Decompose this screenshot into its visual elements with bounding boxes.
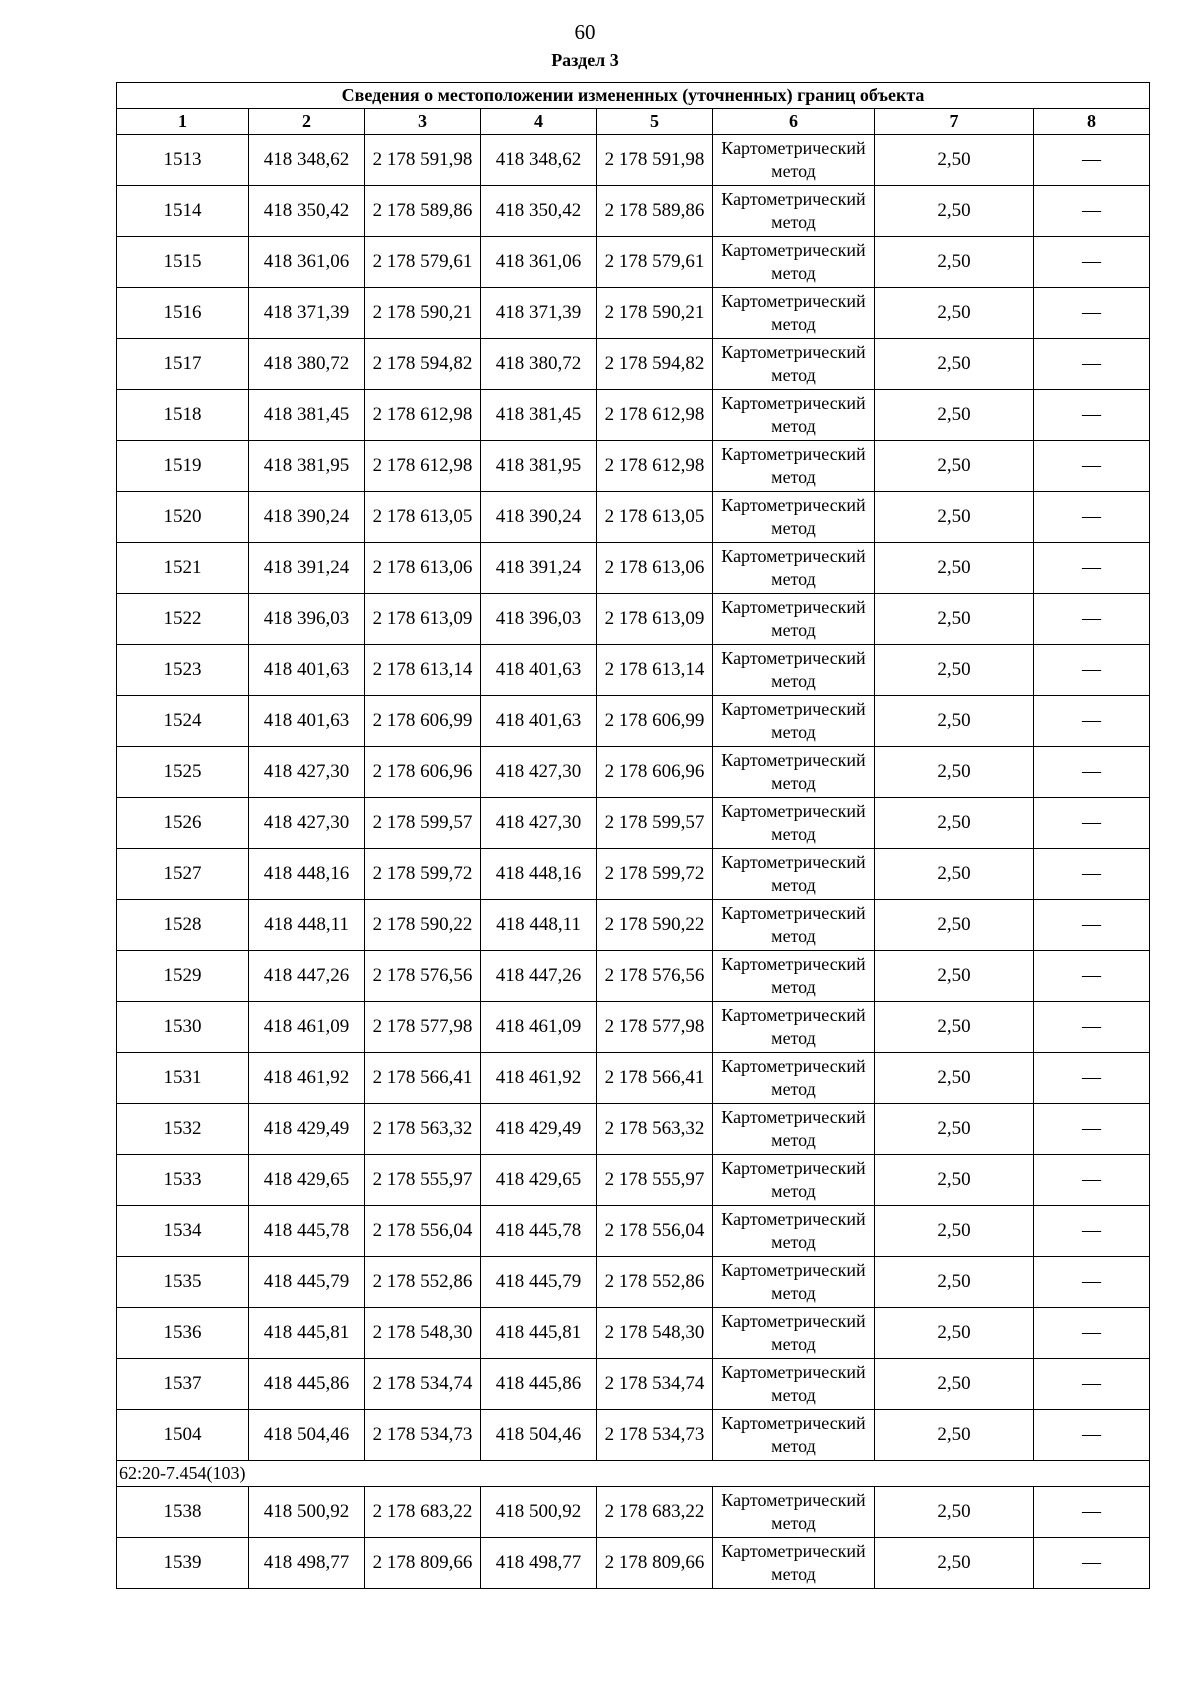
method-cell: Картометрический метод <box>713 186 875 237</box>
table-row <box>117 798 1150 849</box>
point-number-cell: 1519 <box>117 441 249 492</box>
x-new-cell: 418 445,81 <box>481 1308 597 1359</box>
accuracy-cell: 2,50 <box>875 1104 1034 1155</box>
y-old-cell: 2 178 613,06 <box>365 543 481 594</box>
y-new-cell: 2 178 566,41 <box>597 1053 713 1104</box>
point-number-cell: 1531 <box>117 1053 249 1104</box>
table-row <box>117 900 1150 951</box>
accuracy-cell: 2,50 <box>875 1206 1034 1257</box>
x-new-cell: 418 427,30 <box>481 798 597 849</box>
x-old-cell: 418 427,30 <box>249 798 365 849</box>
accuracy-cell: 2,50 <box>875 543 1034 594</box>
y-old-cell: 2 178 566,41 <box>365 1053 481 1104</box>
accuracy-cell: 2,50 <box>875 135 1034 186</box>
x-old-cell: 418 461,92 <box>249 1053 365 1104</box>
x-new-cell: 418 401,63 <box>481 696 597 747</box>
accuracy-cell: 2,50 <box>875 951 1034 1002</box>
x-new-cell: 418 448,11 <box>481 900 597 951</box>
table-row <box>117 645 1150 696</box>
x-new-cell: 418 445,78 <box>481 1206 597 1257</box>
x-new-cell: 418 380,72 <box>481 339 597 390</box>
y-new-cell: 2 178 591,98 <box>597 135 713 186</box>
x-new-cell: 418 396,03 <box>481 594 597 645</box>
description-cell: — <box>1034 951 1150 1002</box>
accuracy-cell: 2,50 <box>875 441 1034 492</box>
table-row <box>117 492 1150 543</box>
description-cell: — <box>1034 1308 1150 1359</box>
accuracy-cell: 2,50 <box>875 1053 1034 1104</box>
x-old-cell: 418 427,30 <box>249 747 365 798</box>
description-cell: — <box>1034 1053 1150 1104</box>
y-new-cell: 2 178 555,97 <box>597 1155 713 1206</box>
point-number-cell: 1527 <box>117 849 249 900</box>
column-number-row <box>117 109 1150 135</box>
x-new-cell: 418 461,09 <box>481 1002 597 1053</box>
y-old-cell: 2 178 589,86 <box>365 186 481 237</box>
y-old-cell: 2 178 613,09 <box>365 594 481 645</box>
x-old-cell: 418 381,95 <box>249 441 365 492</box>
description-cell: — <box>1034 135 1150 186</box>
point-number-cell: 1523 <box>117 645 249 696</box>
x-old-cell: 418 504,46 <box>249 1410 365 1461</box>
y-old-cell: 2 178 577,98 <box>365 1002 481 1053</box>
description-cell: — <box>1034 390 1150 441</box>
y-old-cell: 2 178 576,56 <box>365 951 481 1002</box>
description-cell: — <box>1034 645 1150 696</box>
accuracy-cell: 2,50 <box>875 1359 1034 1410</box>
y-old-cell: 2 178 613,14 <box>365 645 481 696</box>
y-new-cell: 2 178 579,61 <box>597 237 713 288</box>
method-cell: Картометрический метод <box>713 390 875 441</box>
accuracy-cell: 2,50 <box>875 798 1034 849</box>
description-cell: — <box>1034 339 1150 390</box>
x-old-cell: 418 445,78 <box>249 1206 365 1257</box>
table-row <box>117 1002 1150 1053</box>
x-old-cell: 418 429,65 <box>249 1155 365 1206</box>
x-old-cell: 418 350,42 <box>249 186 365 237</box>
column-number: 5 <box>597 109 713 135</box>
method-cell: Картометрический метод <box>713 1410 875 1461</box>
description-cell: — <box>1034 696 1150 747</box>
y-new-cell: 2 178 589,86 <box>597 186 713 237</box>
table-row <box>117 1487 1150 1538</box>
x-new-cell: 418 461,92 <box>481 1053 597 1104</box>
x-new-cell: 418 445,79 <box>481 1257 597 1308</box>
table-row <box>117 186 1150 237</box>
method-cell: Картометрический метод <box>713 951 875 1002</box>
description-cell: — <box>1034 1104 1150 1155</box>
method-cell: Картометрический метод <box>713 288 875 339</box>
section-title: Раздел 3 <box>551 50 619 70</box>
description-cell: — <box>1034 849 1150 900</box>
y-new-cell: 2 178 612,98 <box>597 441 713 492</box>
x-old-cell: 418 391,24 <box>249 543 365 594</box>
y-new-cell: 2 178 613,06 <box>597 543 713 594</box>
x-new-cell: 418 448,16 <box>481 849 597 900</box>
accuracy-cell: 2,50 <box>875 339 1034 390</box>
column-number: 3 <box>365 109 481 135</box>
table-caption: Сведения о местоположении измененных (уточненных) границ объекта <box>117 83 1150 109</box>
x-old-cell: 418 445,81 <box>249 1308 365 1359</box>
column-number: 7 <box>875 109 1034 135</box>
method-cell: Картометрический метод <box>713 492 875 543</box>
x-old-cell: 418 498,77 <box>249 1538 365 1589</box>
x-new-cell: 418 500,92 <box>481 1487 597 1538</box>
accuracy-cell: 2,50 <box>875 1257 1034 1308</box>
method-cell: Картометрический метод <box>713 645 875 696</box>
table-row <box>117 390 1150 441</box>
accuracy-cell: 2,50 <box>875 1487 1034 1538</box>
y-old-cell: 2 178 809,66 <box>365 1538 481 1589</box>
y-new-cell: 2 178 606,99 <box>597 696 713 747</box>
point-number-cell: 1535 <box>117 1257 249 1308</box>
parcel-group-label: 62:20-7.454(103) <box>117 1461 1150 1487</box>
x-old-cell: 418 371,39 <box>249 288 365 339</box>
description-cell: — <box>1034 900 1150 951</box>
point-number-cell: 1521 <box>117 543 249 594</box>
x-new-cell: 418 381,95 <box>481 441 597 492</box>
table-row <box>117 543 1150 594</box>
x-new-cell: 418 498,77 <box>481 1538 597 1589</box>
description-cell: — <box>1034 1538 1150 1589</box>
point-number-cell: 1530 <box>117 1002 249 1053</box>
accuracy-cell: 2,50 <box>875 288 1034 339</box>
y-old-cell: 2 178 599,72 <box>365 849 481 900</box>
point-number-cell: 1539 <box>117 1538 249 1589</box>
table-row <box>117 1257 1150 1308</box>
table-row <box>117 747 1150 798</box>
description-cell: — <box>1034 441 1150 492</box>
description-cell: — <box>1034 1257 1150 1308</box>
accuracy-cell: 2,50 <box>875 1155 1034 1206</box>
table-row <box>117 696 1150 747</box>
point-number-cell: 1536 <box>117 1308 249 1359</box>
y-new-cell: 2 178 599,72 <box>597 849 713 900</box>
method-cell: Картометрический метод <box>713 1206 875 1257</box>
y-old-cell: 2 178 591,98 <box>365 135 481 186</box>
accuracy-cell: 2,50 <box>875 1538 1034 1589</box>
point-number-cell: 1515 <box>117 237 249 288</box>
point-number-cell: 1534 <box>117 1206 249 1257</box>
x-new-cell: 418 390,24 <box>481 492 597 543</box>
y-new-cell: 2 178 683,22 <box>597 1487 713 1538</box>
accuracy-cell: 2,50 <box>875 1002 1034 1053</box>
x-old-cell: 418 445,86 <box>249 1359 365 1410</box>
x-old-cell: 418 390,24 <box>249 492 365 543</box>
point-number-cell: 1538 <box>117 1487 249 1538</box>
accuracy-cell: 2,50 <box>875 1308 1034 1359</box>
point-number-cell: 1532 <box>117 1104 249 1155</box>
description-cell: — <box>1034 798 1150 849</box>
x-old-cell: 418 401,63 <box>249 645 365 696</box>
point-number-cell: 1524 <box>117 696 249 747</box>
table-row <box>117 1538 1150 1589</box>
table-row <box>117 339 1150 390</box>
accuracy-cell: 2,50 <box>875 237 1034 288</box>
page-number: 60 <box>574 20 596 44</box>
point-number-cell: 1504 <box>117 1410 249 1461</box>
y-new-cell: 2 178 599,57 <box>597 798 713 849</box>
x-old-cell: 418 348,62 <box>249 135 365 186</box>
point-number-cell: 1526 <box>117 798 249 849</box>
y-new-cell: 2 178 613,09 <box>597 594 713 645</box>
point-number-cell: 1522 <box>117 594 249 645</box>
x-old-cell: 418 381,45 <box>249 390 365 441</box>
method-cell: Картометрический метод <box>713 441 875 492</box>
method-cell: Картометрический метод <box>713 339 875 390</box>
method-cell: Картометрический метод <box>713 1487 875 1538</box>
y-new-cell: 2 178 590,21 <box>597 288 713 339</box>
point-number-cell: 1520 <box>117 492 249 543</box>
table-row <box>117 849 1150 900</box>
y-new-cell: 2 178 552,86 <box>597 1257 713 1308</box>
description-cell: — <box>1034 1002 1150 1053</box>
x-new-cell: 418 447,26 <box>481 951 597 1002</box>
y-new-cell: 2 178 612,98 <box>597 390 713 441</box>
method-cell: Картометрический метод <box>713 798 875 849</box>
y-old-cell: 2 178 534,73 <box>365 1410 481 1461</box>
table-row <box>117 594 1150 645</box>
point-number-cell: 1525 <box>117 747 249 798</box>
y-old-cell: 2 178 534,74 <box>365 1359 481 1410</box>
accuracy-cell: 2,50 <box>875 390 1034 441</box>
y-new-cell: 2 178 556,04 <box>597 1206 713 1257</box>
x-new-cell: 418 350,42 <box>481 186 597 237</box>
method-cell: Картометрический метод <box>713 1308 875 1359</box>
x-old-cell: 418 396,03 <box>249 594 365 645</box>
method-cell: Картометрический метод <box>713 1104 875 1155</box>
table-row <box>117 1359 1150 1410</box>
y-new-cell: 2 178 534,73 <box>597 1410 713 1461</box>
table-caption-row <box>117 83 1150 109</box>
y-old-cell: 2 178 594,82 <box>365 339 481 390</box>
method-cell: Картометрический метод <box>713 1359 875 1410</box>
x-old-cell: 418 445,79 <box>249 1257 365 1308</box>
description-cell: — <box>1034 492 1150 543</box>
table-row <box>117 1053 1150 1104</box>
y-old-cell: 2 178 606,99 <box>365 696 481 747</box>
x-old-cell: 418 448,16 <box>249 849 365 900</box>
y-new-cell: 2 178 590,22 <box>597 900 713 951</box>
y-old-cell: 2 178 563,32 <box>365 1104 481 1155</box>
method-cell: Картометрический метод <box>713 135 875 186</box>
table-row <box>117 135 1150 186</box>
y-new-cell: 2 178 534,74 <box>597 1359 713 1410</box>
table-row <box>117 1104 1150 1155</box>
column-number: 1 <box>117 109 249 135</box>
x-new-cell: 418 391,24 <box>481 543 597 594</box>
y-new-cell: 2 178 548,30 <box>597 1308 713 1359</box>
point-number-cell: 1514 <box>117 186 249 237</box>
description-cell: — <box>1034 1410 1150 1461</box>
description-cell: — <box>1034 543 1150 594</box>
point-number-cell: 1533 <box>117 1155 249 1206</box>
table-row <box>117 441 1150 492</box>
y-old-cell: 2 178 612,98 <box>365 390 481 441</box>
y-old-cell: 2 178 683,22 <box>365 1487 481 1538</box>
table-row <box>117 1410 1150 1461</box>
accuracy-cell: 2,50 <box>875 900 1034 951</box>
y-new-cell: 2 178 594,82 <box>597 339 713 390</box>
y-old-cell: 2 178 548,30 <box>365 1308 481 1359</box>
y-old-cell: 2 178 590,22 <box>365 900 481 951</box>
accuracy-cell: 2,50 <box>875 849 1034 900</box>
description-cell: — <box>1034 594 1150 645</box>
point-number-cell: 1517 <box>117 339 249 390</box>
column-number: 2 <box>249 109 365 135</box>
y-old-cell: 2 178 590,21 <box>365 288 481 339</box>
column-number: 4 <box>481 109 597 135</box>
y-old-cell: 2 178 612,98 <box>365 441 481 492</box>
y-old-cell: 2 178 606,96 <box>365 747 481 798</box>
x-new-cell: 418 401,63 <box>481 645 597 696</box>
point-number-cell: 1529 <box>117 951 249 1002</box>
x-new-cell: 418 348,62 <box>481 135 597 186</box>
y-new-cell: 2 178 576,56 <box>597 951 713 1002</box>
description-cell: — <box>1034 1487 1150 1538</box>
y-old-cell: 2 178 599,57 <box>365 798 481 849</box>
y-old-cell: 2 178 555,97 <box>365 1155 481 1206</box>
accuracy-cell: 2,50 <box>875 747 1034 798</box>
table-row <box>117 1308 1150 1359</box>
method-cell: Картометрический метод <box>713 1257 875 1308</box>
method-cell: Картометрический метод <box>713 543 875 594</box>
method-cell: Картометрический метод <box>713 849 875 900</box>
method-cell: Картометрический метод <box>713 1155 875 1206</box>
table-row <box>117 1206 1150 1257</box>
y-new-cell: 2 178 809,66 <box>597 1538 713 1589</box>
parcel-group-row <box>117 1461 1150 1487</box>
table-row <box>117 1155 1150 1206</box>
x-new-cell: 418 504,46 <box>481 1410 597 1461</box>
y-new-cell: 2 178 563,32 <box>597 1104 713 1155</box>
column-number: 6 <box>713 109 875 135</box>
x-new-cell: 418 429,65 <box>481 1155 597 1206</box>
x-new-cell: 418 361,06 <box>481 237 597 288</box>
x-new-cell: 418 427,30 <box>481 747 597 798</box>
x-old-cell: 418 380,72 <box>249 339 365 390</box>
y-new-cell: 2 178 613,14 <box>597 645 713 696</box>
y-new-cell: 2 178 606,96 <box>597 747 713 798</box>
table-row <box>117 951 1150 1002</box>
x-new-cell: 418 371,39 <box>481 288 597 339</box>
method-cell: Картометрический метод <box>713 696 875 747</box>
x-old-cell: 418 448,11 <box>249 900 365 951</box>
x-new-cell: 418 429,49 <box>481 1104 597 1155</box>
accuracy-cell: 2,50 <box>875 186 1034 237</box>
x-new-cell: 418 445,86 <box>481 1359 597 1410</box>
point-number-cell: 1537 <box>117 1359 249 1410</box>
description-cell: — <box>1034 186 1150 237</box>
y-new-cell: 2 178 577,98 <box>597 1002 713 1053</box>
method-cell: Картометрический метод <box>713 1053 875 1104</box>
method-cell: Картометрический метод <box>713 1002 875 1053</box>
accuracy-cell: 2,50 <box>875 594 1034 645</box>
x-old-cell: 418 401,63 <box>249 696 365 747</box>
x-old-cell: 418 429,49 <box>249 1104 365 1155</box>
point-number-cell: 1516 <box>117 288 249 339</box>
description-cell: — <box>1034 237 1150 288</box>
x-old-cell: 418 461,09 <box>249 1002 365 1053</box>
accuracy-cell: 2,50 <box>875 645 1034 696</box>
y-new-cell: 2 178 613,05 <box>597 492 713 543</box>
description-cell: — <box>1034 747 1150 798</box>
y-old-cell: 2 178 613,05 <box>365 492 481 543</box>
accuracy-cell: 2,50 <box>875 696 1034 747</box>
description-cell: — <box>1034 1206 1150 1257</box>
y-old-cell: 2 178 556,04 <box>365 1206 481 1257</box>
description-cell: — <box>1034 1155 1150 1206</box>
x-old-cell: 418 500,92 <box>249 1487 365 1538</box>
table-row <box>117 237 1150 288</box>
method-cell: Картометрический метод <box>713 1538 875 1589</box>
point-number-cell: 1518 <box>117 390 249 441</box>
x-old-cell: 418 361,06 <box>249 237 365 288</box>
boundary-coordinates-table <box>116 82 1150 1589</box>
y-old-cell: 2 178 579,61 <box>365 237 481 288</box>
point-number-cell: 1513 <box>117 135 249 186</box>
description-cell: — <box>1034 1359 1150 1410</box>
point-number-cell: 1528 <box>117 900 249 951</box>
x-old-cell: 418 447,26 <box>249 951 365 1002</box>
accuracy-cell: 2,50 <box>875 1410 1034 1461</box>
method-cell: Картометрический метод <box>713 594 875 645</box>
method-cell: Картометрический метод <box>713 237 875 288</box>
table-row <box>117 288 1150 339</box>
method-cell: Картометрический метод <box>713 747 875 798</box>
method-cell: Картометрический метод <box>713 900 875 951</box>
accuracy-cell: 2,50 <box>875 492 1034 543</box>
column-number: 8 <box>1034 109 1150 135</box>
y-old-cell: 2 178 552,86 <box>365 1257 481 1308</box>
description-cell: — <box>1034 288 1150 339</box>
x-new-cell: 418 381,45 <box>481 390 597 441</box>
